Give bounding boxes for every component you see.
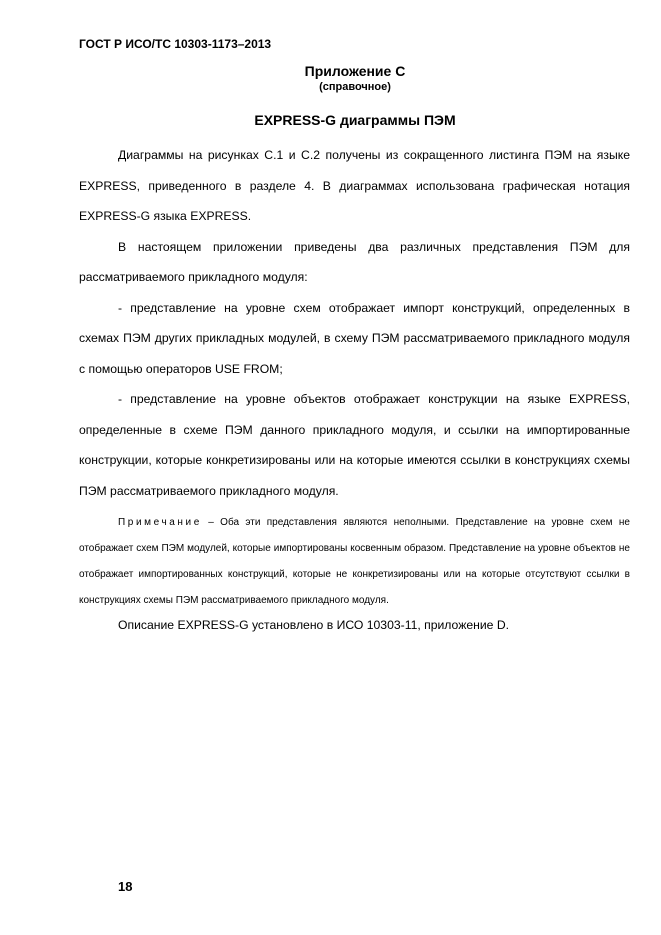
note-paragraph <box>79 510 630 614</box>
note-label: Примечание <box>118 517 202 528</box>
body-text <box>79 140 630 506</box>
closing-paragraph: Описание EXPRESS-G установлено в ИСО 10303-11, приложение D. <box>118 618 510 632</box>
note-text: Оба эти представления являются неполными. Представление на уровне схем не отображает схем ПЭМ модулей, которые импортированы косвенным образом. Представление на уровне объектов не отображает импортированных конструкций, которые не конкретизированы или на которые отсутствуют ссылки в конструкциях схемы ПЭМ рассматриваемого прикладного модуля. <box>79 517 630 606</box>
closing-block <box>79 610 630 640</box>
appendix-subtitle: (справочное) <box>319 81 391 93</box>
section-title: EXPRESS-G диаграммы ПЭМ <box>254 112 456 128</box>
paragraph-1: Диаграммы на рисунках С.1 и С.2 получены из сокращенного листинга ПЭМ на языке EXPRESS, приведенного в разделе 4. В диаграммах использована графическая нотация EXPRESS-G языка EXPRESS. <box>79 148 630 223</box>
list-item-entity-level: - представление на уровне объектов отображает конструкции на языке EXPRESS, определенные в схеме ПЭМ данного прикладного модуля, и ссылки на импортированные конструкции, которые конкретизированы или на которые имеются ссылки в конструкциях схемы ПЭМ рассматриваемого прикладного модуля. <box>79 392 630 498</box>
note-block <box>79 510 630 614</box>
list-item-schema-level: - представление на уровне схем отображает импорт конструкций, определенных в схемах ПЭМ других прикладных модулей, в схему ПЭМ рассматриваемого прикладного модуля с помощью операторов USE FROM; <box>79 300 630 376</box>
paragraph-2: В настоящем приложении приведены два различных представления ПЭМ для рассматриваемого прикладного модуля: <box>79 239 630 284</box>
page-number: 18 <box>118 879 133 894</box>
appendix-title: Приложение С <box>304 63 406 79</box>
document-code-header: ГОСТ Р ИСО/ТС 10303-1173–2013 <box>79 37 272 51</box>
note-dash: – <box>201 517 221 528</box>
